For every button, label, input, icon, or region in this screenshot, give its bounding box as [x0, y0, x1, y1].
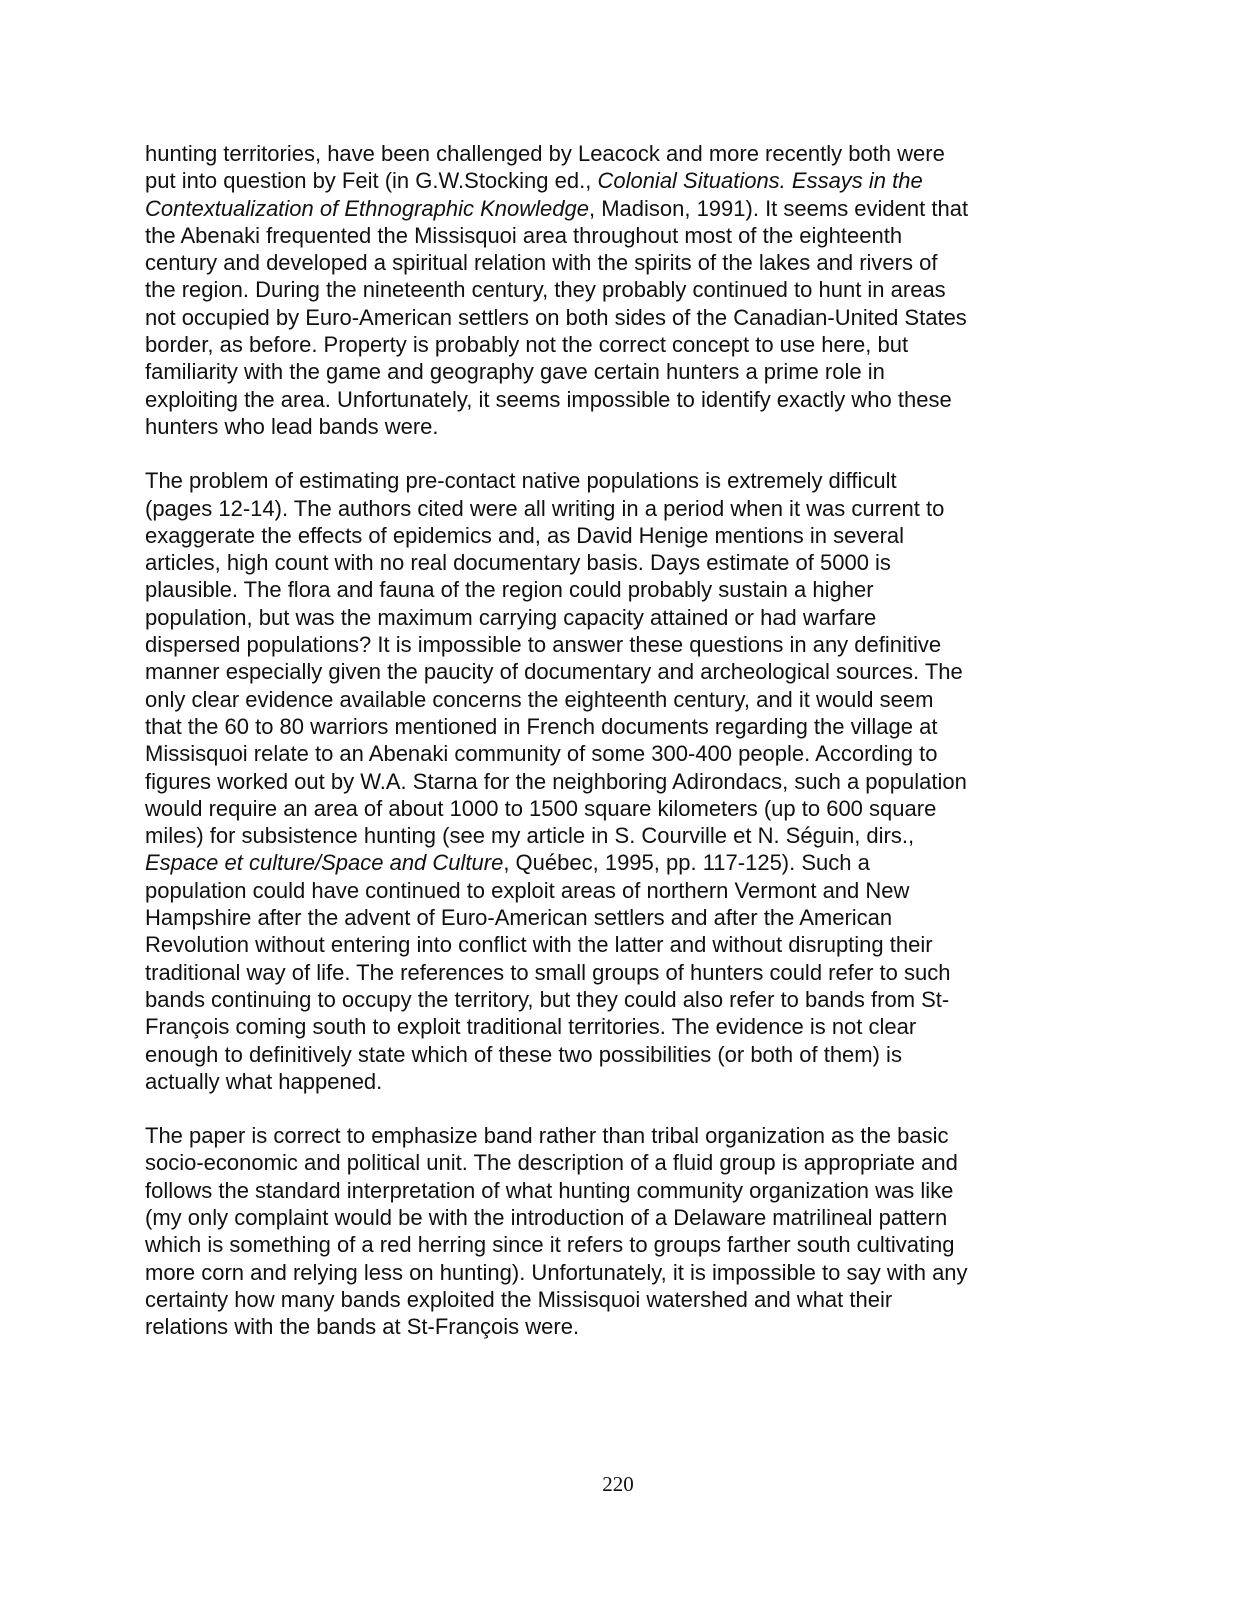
text-line	[145, 276, 1045, 303]
page-number: 220	[602, 1472, 634, 1496]
text-run: follows the standard interpretation of what hunting community organization was like	[145, 1177, 954, 1203]
text-run: exaggerate the effects of epidemics and, as David Henige mentions in several	[145, 522, 905, 548]
text-line	[145, 222, 1045, 249]
text-line	[145, 877, 1045, 904]
text-line	[145, 249, 1045, 276]
text-line	[145, 768, 1045, 795]
text-line	[145, 1041, 1045, 1068]
text-run: the Abenaki frequented the Missisquoi area throughout most of the eighteenth	[145, 222, 903, 248]
text-run: bands continuing to occupy the territory, but they could also refer to bands from St-	[145, 986, 950, 1012]
text-run: articles, high count with no real documentary basis. Days estimate of 5000 is	[145, 550, 891, 576]
text-run: Missisquoi relate to an Abenaki community of some 300-400 people. According to	[145, 741, 938, 767]
paragraph	[145, 467, 1045, 1095]
text-run: the region. During the nineteenth century, they probably continued to hunt in areas	[145, 277, 946, 303]
text-run: The paper is correct to emphasize band rather than tribal organization as the basic	[145, 1123, 949, 1149]
text-line	[145, 413, 1045, 440]
text-line	[145, 1068, 1045, 1095]
text-run: hunting territories, have been challenged by Leacock and more recently both were	[145, 141, 945, 166]
text-run: , Québec, 1995, pp. 117-125). Such a	[503, 850, 870, 876]
text-line	[145, 822, 1045, 849]
text-line	[145, 713, 1045, 740]
paragraph	[145, 140, 1045, 440]
text-run: familiarity with the game and geography gave certain hunters a prime role in	[145, 359, 885, 385]
text-run: socio-economic and political unit. The description of a fluid group is appropriate and	[145, 1150, 958, 1176]
text-line	[145, 1177, 1045, 1204]
text-line	[145, 904, 1045, 931]
text-run: more corn and relying less on hunting). Unfortunately, it is impossible to say with any	[145, 1259, 968, 1285]
text-line	[145, 658, 1045, 685]
text-line	[145, 1204, 1045, 1231]
text-run: plausible. The flora and fauna of the region could probably sustain a higher	[145, 577, 874, 603]
text-line	[145, 140, 1045, 167]
text-run: hunters who lead bands were.	[145, 413, 439, 439]
text-run: population, but was the maximum carrying capacity attained or had warfare	[145, 604, 877, 630]
text-run: not occupied by Euro-American settlers on both sides of the Canadian-United States	[145, 304, 967, 330]
text-line	[145, 795, 1045, 822]
text-line	[145, 1259, 1045, 1286]
text-line	[145, 631, 1045, 658]
text-line	[145, 1286, 1045, 1313]
text-run: would require an area of about 1000 to 1500 square kilometers (up to 600 square	[145, 795, 937, 821]
text-run: put into question by Feit (in G.W.Stocking ed.,	[145, 168, 598, 194]
text-line	[145, 686, 1045, 713]
paragraph	[145, 1122, 1045, 1340]
text-line	[145, 195, 1045, 222]
text-run: miles) for subsistence hunting (see my article in S. Courville et N. Séguin, dirs.,	[145, 823, 915, 849]
italic-title: Colonial Situations. Essays in the	[597, 168, 923, 194]
text-run: manner especially given the paucity of documentary and archeological sources. The	[145, 659, 963, 685]
text-line	[145, 549, 1045, 576]
text-run: figures worked out by W.A. Starna for the neighboring Adirondacs, such a population	[145, 768, 967, 794]
text-run: traditional way of life. The references to small groups of hunters could refer to such	[145, 959, 951, 985]
text-run: exploiting the area. Unfortunately, it seems impossible to identify exactly who these	[145, 386, 952, 412]
text-run: border, as before. Property is probably not the correct concept to use here, but	[145, 332, 909, 358]
text-run: enough to definitively state which of these two possibilities (or both of them) is	[145, 1041, 902, 1067]
text-run: that the 60 to 80 warriors mentioned in French documents regarding the village at	[145, 713, 938, 739]
text-line	[145, 1122, 1045, 1149]
text-line	[145, 167, 1045, 194]
text-line	[145, 522, 1045, 549]
text-line	[145, 931, 1045, 958]
text-line	[145, 849, 1045, 876]
italic-title: Contextualization of Ethnographic Knowledge	[145, 195, 589, 221]
text-line	[145, 986, 1045, 1013]
text-run: , Madison, 1991). It seems evident that	[588, 195, 969, 221]
text-run: (pages 12-14). The authors cited were all writing in a period when it was current to	[145, 495, 945, 521]
text-line	[145, 740, 1045, 767]
text-line	[145, 467, 1045, 494]
text-run: dispersed populations? It is impossible to answer these questions in any definitive	[145, 632, 942, 658]
text-run: Revolution without entering into conflict with the latter and without disrupting their	[145, 932, 933, 958]
text-run: actually what happened.	[145, 1068, 383, 1094]
text-run: (my only complaint would be with the introduction of a Delaware matrilineal pattern	[145, 1204, 948, 1230]
text-line	[145, 386, 1045, 413]
text-line	[145, 576, 1045, 603]
text-line	[145, 1013, 1045, 1040]
text-line	[145, 331, 1045, 358]
text-line	[145, 1231, 1045, 1258]
text-run: relations with the bands at St-François were.	[145, 1314, 580, 1340]
text-line	[145, 959, 1045, 986]
text-line	[145, 1149, 1045, 1176]
text-run: only clear evidence available concerns the eighteenth century, and it would seem	[145, 686, 934, 712]
text-run: François coming south to exploit traditional territories. The evidence is not clear	[145, 1014, 917, 1040]
text-run: certainty how many bands exploited the Missisquoi watershed and what their	[145, 1286, 893, 1312]
text-line	[145, 604, 1045, 631]
text-run: The problem of estimating pre-contact native populations is extremely difficult	[145, 468, 897, 494]
body-text	[145, 140, 1045, 1340]
text-run: century and developed a spiritual relation with the spirits of the lakes and rivers of	[145, 250, 938, 276]
text-run: which is something of a red herring since it refers to groups farther south cultivating	[145, 1232, 955, 1258]
text-line	[145, 304, 1045, 331]
text-line	[145, 1313, 1045, 1340]
text-run: Hampshire after the advent of Euro-American settlers and after the American	[145, 905, 893, 931]
text-line	[145, 358, 1045, 385]
italic-title: Espace et culture/Space and Culture	[145, 850, 504, 876]
text-line	[145, 495, 1045, 522]
text-run: population could have continued to exploit areas of northern Vermont and New	[145, 877, 910, 903]
